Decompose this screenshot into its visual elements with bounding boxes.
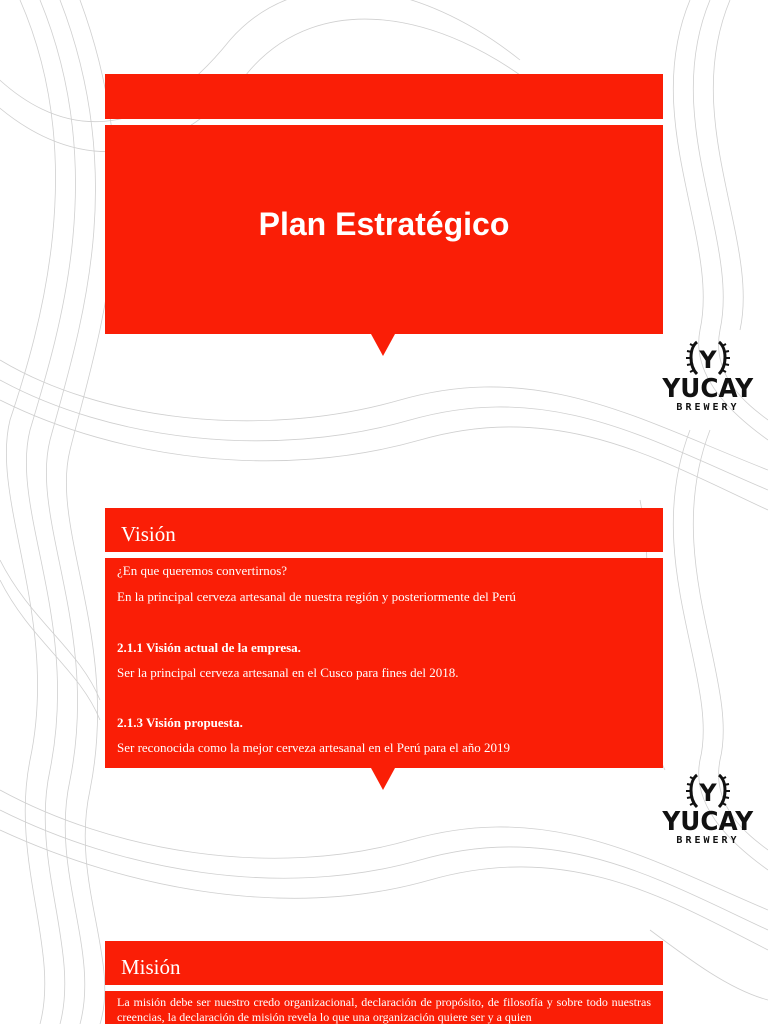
slide-title: Plan Estratégico	[258, 206, 510, 242]
vision-heading: Visión	[121, 522, 176, 546]
vision-line: Ser la principal cerveza artesanal en el Cusco para fines del 2018.	[117, 665, 459, 680]
svg-text:Y: Y	[699, 346, 717, 374]
logo-subtitle: BREWERY	[676, 402, 740, 413]
mision-body	[105, 991, 663, 1024]
yucay-brewery-logo	[663, 338, 753, 428]
yucay-brewery-logo	[663, 771, 753, 861]
vision-line: En la principal cerveza artesanal de nuestra región y posteriormente del Perú	[117, 589, 516, 604]
mision-heading: Misión	[121, 955, 181, 979]
vision-body	[105, 558, 663, 768]
logo-name: YUCAY	[662, 374, 754, 404]
svg-text:Y: Y	[699, 779, 717, 807]
laurel-monogram-icon	[683, 771, 733, 811]
mision-header	[105, 941, 663, 985]
vision-header	[105, 508, 663, 552]
vision-line: Ser reconocida como la mejor cerveza artesanal en el Perú para el año 2019	[117, 740, 511, 755]
vision-line: ¿En que queremos convertirnos?	[117, 563, 288, 578]
title-top-band	[105, 74, 663, 119]
vision-subheading: 2.1.1 Visión actual de la empresa.	[117, 640, 301, 655]
title-box-pointer	[371, 334, 395, 356]
logo-name: YUCAY	[662, 807, 754, 837]
laurel-monogram-icon	[683, 338, 733, 378]
vision-box-pointer	[371, 768, 395, 790]
mision-paragraph: La misión debe ser nuestro credo organizacional, declaración de propósito, de filosofía y sobre todo nuestras creencias, la declaración de misión revela lo que una organización quiere ser y a quien	[117, 995, 651, 1024]
title-box	[105, 125, 663, 334]
logo-subtitle: BREWERY	[676, 835, 740, 846]
vision-subheading: 2.1.3 Visión propuesta.	[117, 715, 243, 730]
